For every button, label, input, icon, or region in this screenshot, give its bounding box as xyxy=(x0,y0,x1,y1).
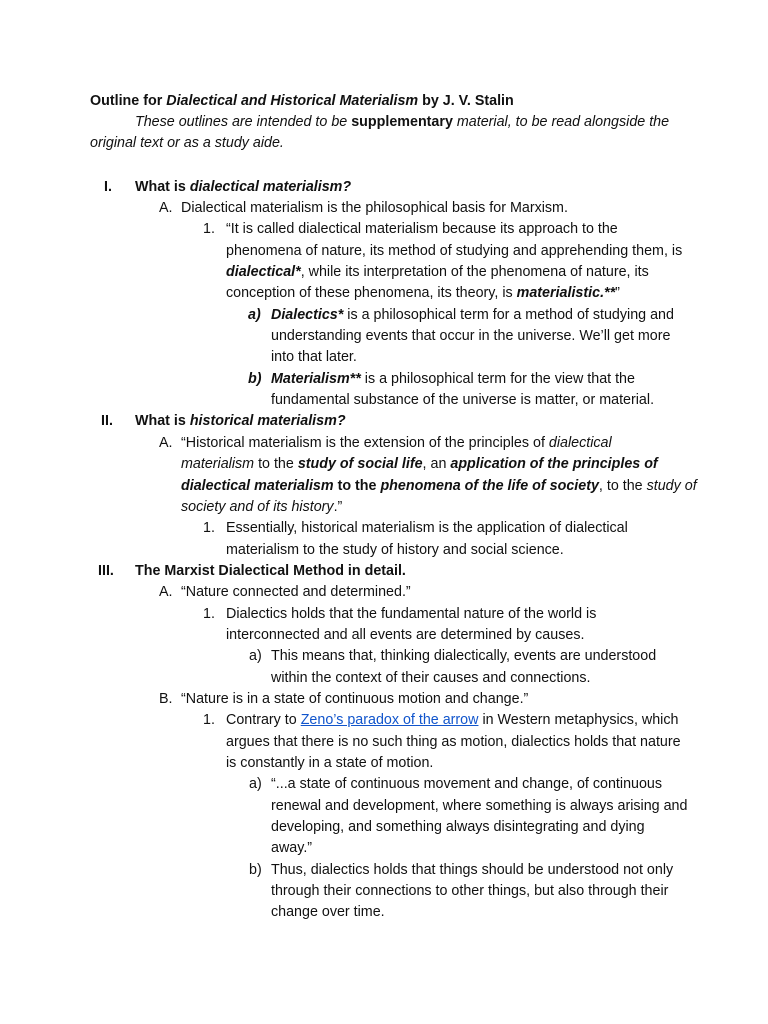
intro-line-1 xyxy=(135,114,669,130)
outline-line: away.” xyxy=(271,840,313,856)
line-text: Contrary to xyxy=(226,712,301,728)
line-text: “Historical materialism is the extension of the principles of xyxy=(181,435,549,451)
outline-line xyxy=(271,369,635,390)
line-text: is a philosophical term for a method of studying and xyxy=(343,307,674,323)
section-heading: The Marxist Dialectical Method in detail. xyxy=(135,563,406,579)
item-marker: b) xyxy=(248,371,262,387)
term-dialectical: dialectical* xyxy=(226,264,301,280)
outline-line: “It is called dialectical materialism because its approach to the xyxy=(226,221,618,237)
line-italic: study of xyxy=(646,478,697,494)
section-heading xyxy=(135,411,346,432)
outline-line: Essentially, historical materialism is the application of dialectical xyxy=(226,520,628,536)
item-marker: B. xyxy=(159,691,173,707)
outline-line: is constantly in a state of motion. xyxy=(226,755,434,771)
outline-line: understanding events that occur in the universe. We’ll get more xyxy=(271,328,671,344)
outline-line: within the context of their causes and connections. xyxy=(271,670,591,686)
outline-line xyxy=(226,283,620,304)
outline-line: fundamental substance of the universe is matter, or material. xyxy=(271,392,655,408)
item-marker: 1. xyxy=(203,221,215,237)
line-italic: dialectical xyxy=(548,435,612,451)
outline-line: into that later. xyxy=(271,349,357,365)
title-book-name: Dialectical and Historical Materialism xyxy=(166,93,419,109)
outline-line: change over time. xyxy=(271,904,385,920)
line-text: , while its interpretation of the phenomena of nature, its xyxy=(300,264,649,280)
line-bold-italic: phenomena of the life of society xyxy=(380,478,599,494)
term-materialism: Materialism** xyxy=(271,371,361,387)
line-text: .” xyxy=(333,499,343,515)
outline-line: phenomena of nature, its method of studying and apprehending them, is xyxy=(226,243,683,259)
outline-line: renewal and development, where something is always arising and xyxy=(271,798,688,814)
outline-line: “...a state of continuous movement and change, of continuous xyxy=(271,776,663,792)
outline-line: materialism to the study of history and social science. xyxy=(226,542,564,558)
line-bold: to the xyxy=(333,478,381,494)
line-text: ” xyxy=(615,285,620,301)
item-marker: a) xyxy=(249,648,262,664)
line-bold-italic: application of the principles of xyxy=(450,456,658,472)
title-author: by J. V. Stalin xyxy=(418,93,514,109)
outline-line xyxy=(226,710,678,731)
term-dialectics: Dialectics* xyxy=(271,307,344,323)
outline-line: This means that, thinking dialectically, events are understood xyxy=(271,648,657,664)
outline-item: Dialectical materialism is the philosophical basis for Marxism. xyxy=(181,200,568,216)
heading-text: What is xyxy=(135,179,190,195)
section-marker: I. xyxy=(104,179,112,195)
section-marker: II. xyxy=(101,413,113,429)
item-marker: b) xyxy=(249,862,262,878)
outline-line: through their connections to other things, but also through their xyxy=(271,883,669,899)
outline-line xyxy=(226,262,649,283)
item-marker: A. xyxy=(159,435,173,451)
item-marker: A. xyxy=(159,200,173,216)
outline-line: Thus, dialectics holds that things should be understood not only xyxy=(271,862,674,878)
outline-line: argues that there is no such thing as motion, dialectics holds that nature xyxy=(226,734,681,750)
line-text: , an xyxy=(422,456,451,472)
outline-line xyxy=(181,433,612,454)
line-bold-italic: dialectical materialism xyxy=(181,478,334,494)
item-marker: 1. xyxy=(203,606,215,622)
line-text: conception of these phenomena, its theory, is xyxy=(226,285,517,301)
intro-text: material, to be read alongside the xyxy=(452,114,670,130)
title-prefix: Outline for xyxy=(90,93,167,109)
heading-text: What is xyxy=(135,413,190,429)
section-heading xyxy=(135,177,351,198)
line-italic: materialism xyxy=(181,456,255,472)
outline-line xyxy=(181,454,658,475)
outline-line xyxy=(181,497,342,518)
section-marker: III. xyxy=(98,563,114,579)
item-marker: 1. xyxy=(203,520,215,536)
heading-term: dialectical materialism? xyxy=(189,179,352,195)
line-text: to the xyxy=(254,456,298,472)
outline-line xyxy=(181,476,697,497)
item-marker: a) xyxy=(248,307,261,323)
line-italic: society and of its history xyxy=(181,499,334,515)
line-text: is a philosophical term for the view that the xyxy=(360,371,635,387)
item-marker: A. xyxy=(159,584,173,600)
outline-item: “Nature connected and determined.” xyxy=(181,584,411,600)
line-text: , to the xyxy=(598,478,647,494)
intro-line-2: original text or as a study aide. xyxy=(90,135,284,151)
item-marker: 1. xyxy=(203,712,215,728)
line-text: in Western metaphysics, which xyxy=(478,712,679,728)
document-title xyxy=(90,93,514,109)
outline-item: “Nature is in a state of continuous motion and change.” xyxy=(181,691,529,707)
zeno-paradox-link[interactable]: Zeno’s paradox of the arrow xyxy=(300,712,479,728)
intro-emphasis: supplementary xyxy=(351,114,453,130)
outline-line: Dialectics holds that the fundamental nature of the world is xyxy=(226,606,597,622)
line-bold-italic: study of social life xyxy=(297,456,423,472)
outline-line: developing, and something always disintegrating and dying xyxy=(271,819,645,835)
item-marker: a) xyxy=(249,776,262,792)
outline-line xyxy=(271,305,674,326)
term-materialistic: materialistic.** xyxy=(516,285,616,301)
intro-text: These outlines are intended to be xyxy=(135,114,352,130)
heading-term: historical materialism? xyxy=(189,413,346,429)
outline-line: interconnected and all events are determined by causes. xyxy=(226,627,585,643)
